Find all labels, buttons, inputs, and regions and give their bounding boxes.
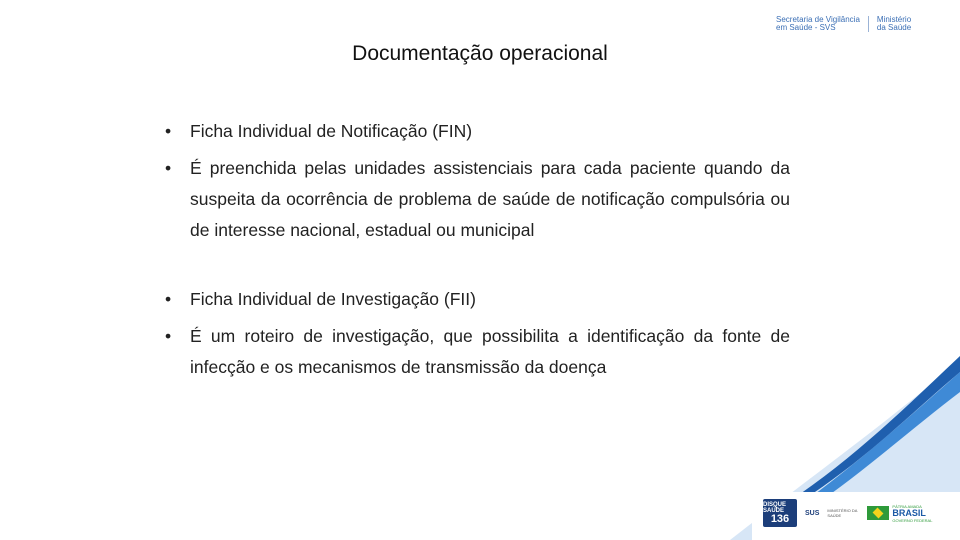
footer-logos (763, 498, 932, 528)
brasil-top-text: PÁTRIA AMADA (892, 503, 922, 509)
sus-logo: SUS (805, 509, 820, 517)
ministry-logo: MINISTÉRIO DA SAÚDE (827, 508, 858, 518)
logo-line-3: Ministério (876, 15, 912, 24)
bullet-list (165, 116, 790, 383)
disque-label: DISQUE SAÚDE (763, 501, 787, 514)
brasil-bottom-text: GOVERNO FEDERAL (892, 517, 933, 523)
brasil-name-text: BRASIL (892, 507, 926, 518)
bullet-item-fii-description: • É um roteiro de investigação, que possibilita a identificação da fonte de infecção e os mecanismos de transmissão da doença (165, 321, 790, 383)
logo-line-2: em Saúde - SVS (776, 23, 836, 32)
slide-title: Documentação operacional (352, 42, 608, 65)
bullet-item-fin: • Ficha Individual de Notificação (FIN) (165, 116, 790, 147)
bullet-item-fii: • Ficha Individual de Investigação (FII) (165, 284, 790, 315)
disque-number: 136 (770, 512, 790, 525)
disque-saude-logo (763, 499, 797, 527)
brazil-flag-icon (867, 506, 889, 520)
logo-line-1: Secretaria de Vigilância (776, 15, 860, 24)
logo-divider (868, 16, 869, 32)
bullet-item-fin-description: • É preenchida pelas unidades assistenciais para cada paciente quando da suspeita da ocorrência de problema de saúde de notificação compulsória ou de interesse nacional, estadual ou municipal (165, 153, 790, 246)
logo-line-4: da Saúde (876, 23, 912, 32)
brasil-government-logo (867, 504, 932, 523)
svs-ministry-logo (776, 16, 911, 32)
